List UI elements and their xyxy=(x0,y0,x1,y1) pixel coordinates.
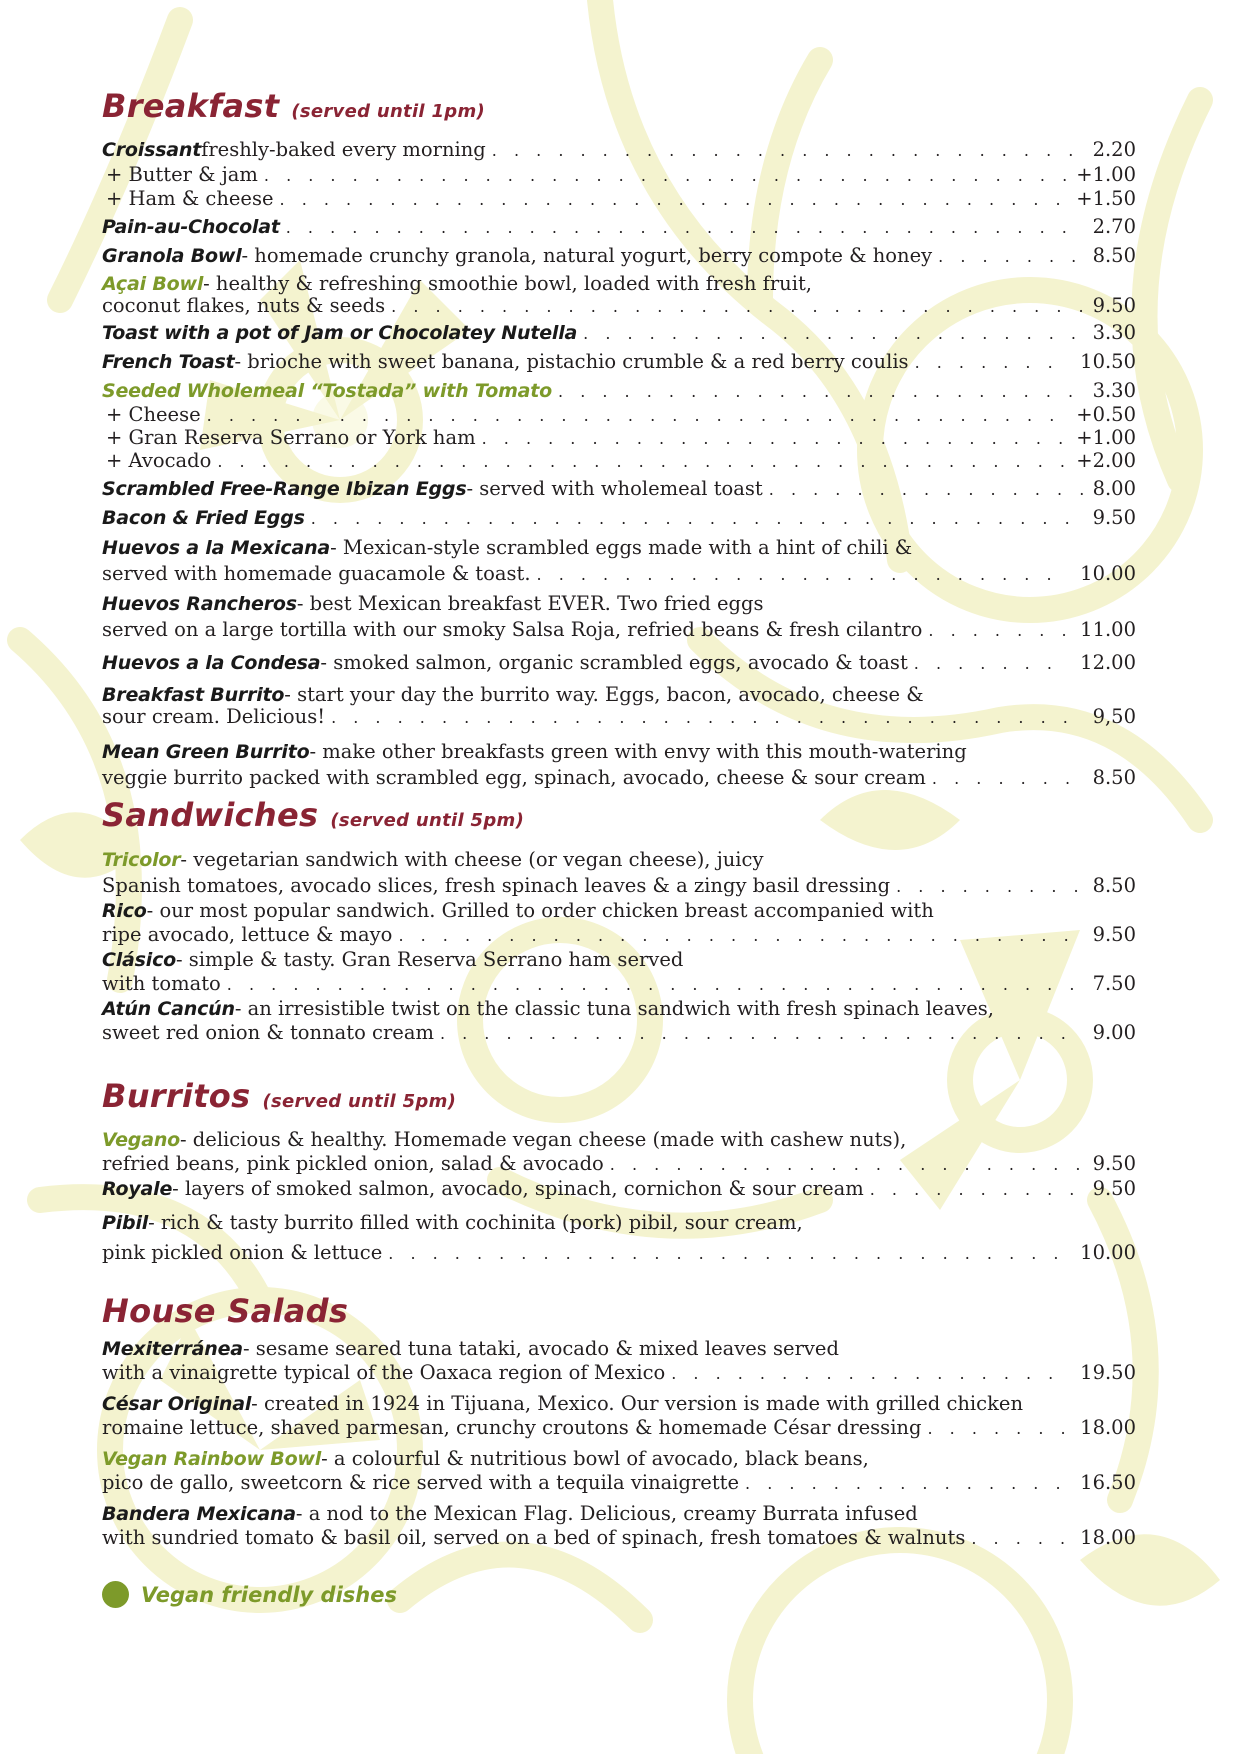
item-price: 3.30 xyxy=(1092,321,1136,344)
item-description: - Mexican-style scrambled eggs made with a hint of chili & xyxy=(330,536,913,559)
section-burritos xyxy=(102,1076,1136,1269)
section-heading xyxy=(102,795,1136,841)
dot-leader xyxy=(583,322,1082,346)
item-price: 10.00 xyxy=(1080,562,1136,585)
addon-label: + Ham & cheese xyxy=(106,187,274,210)
dot-leader xyxy=(915,351,1071,375)
item-name: Bacon & Fried Eggs xyxy=(102,507,305,529)
dot-leader xyxy=(264,164,1066,187)
item-description-cont: ripe avocado, lettuce & mayo xyxy=(102,923,393,946)
section-title: Burritos xyxy=(102,1077,251,1115)
item-name: Huevos Rancheros xyxy=(102,593,297,615)
menu-item xyxy=(102,899,1136,948)
item-description: - rich & tasty burrito filled with cochinita (pork) pibil, sour cream, xyxy=(148,1211,803,1234)
addon-label: + Gran Reserva Serrano or York ham xyxy=(106,426,476,449)
menu-item xyxy=(102,684,1136,729)
menu-item xyxy=(102,350,1136,375)
item-description-cont: coconut flakes, nuts & seeds xyxy=(102,294,386,317)
item-price: +1.00 xyxy=(1076,426,1136,449)
section-subtitle: (served until 1pm) xyxy=(291,101,486,122)
item-description-cont: Spanish tomatoes, avocado slices, fresh spinach leaves & a zingy basil dressing xyxy=(102,874,891,897)
menu-item-vegan xyxy=(102,379,1136,404)
item-price: 8.50 xyxy=(1092,874,1136,897)
menu-item xyxy=(102,535,1136,587)
menu-item xyxy=(102,1208,1136,1269)
item-price: 8.00 xyxy=(1092,477,1136,500)
item-name: Clásico xyxy=(102,949,177,971)
dot-leader xyxy=(217,451,1066,473)
item-description-cont: with tomato xyxy=(102,972,221,995)
item-price: 10.50 xyxy=(1080,350,1136,373)
item-price: 16.50 xyxy=(1080,1471,1136,1494)
menu-item xyxy=(102,215,1136,240)
menu-page xyxy=(102,86,1136,1608)
item-price: 9.50 xyxy=(1092,1177,1136,1200)
item-description: - make other breakfasts green with envy with this mouth-watering xyxy=(309,740,967,763)
item-description-cont: with a vinaigrette typical of the Oaxaca region of Mexico xyxy=(102,1361,666,1384)
menu-item xyxy=(102,1392,1136,1441)
dot-leader xyxy=(492,139,1083,163)
section-heading xyxy=(102,1291,1136,1331)
section-breakfast xyxy=(102,86,1136,791)
item-name: Vegan Rainbow Bowl xyxy=(102,1448,322,1470)
vegan-legend xyxy=(102,1581,1136,1608)
legend-label: Vegan friendly dishes xyxy=(141,1582,397,1607)
menu-item xyxy=(102,948,1136,997)
item-price: 9.50 xyxy=(1092,1152,1136,1175)
item-price: 18.00 xyxy=(1080,1526,1136,1549)
item-price: 9.00 xyxy=(1092,1021,1136,1044)
dot-leader xyxy=(671,1362,1070,1386)
item-price: 9.50 xyxy=(1092,923,1136,946)
menu-item xyxy=(102,997,1136,1046)
dot-leader xyxy=(610,1153,1083,1177)
dot-leader xyxy=(280,188,1067,211)
item-description-cont: with sundried tomato & basil oil, served on a bed of spinach, fresh tomatoes & walnuts xyxy=(102,1526,966,1549)
section-subtitle: (served until 5pm) xyxy=(330,810,525,831)
menu-item xyxy=(102,506,1136,531)
item-description: - start your day the burrito way. Eggs, bacon, avocado, cheese & xyxy=(284,683,924,706)
item-price: 11.00 xyxy=(1080,618,1136,641)
dot-leader xyxy=(769,478,1083,502)
item-description: freshly-baked every morning xyxy=(201,138,486,161)
item-price: 9.50 xyxy=(1092,294,1136,317)
item-description: - a colourful & nutritious bowl of avocado, black beans, xyxy=(321,1447,869,1470)
menu-item-vegan xyxy=(102,1447,1136,1496)
item-price: 8.50 xyxy=(1092,244,1136,267)
item-name: Atún Cancún xyxy=(102,998,235,1020)
item-description: - vegetarian sandwich with cheese (or vegan cheese), juicy xyxy=(180,848,764,871)
item-description: - layers of smoked salmon, avocado, spinach, cornichon & sour cream xyxy=(172,1177,864,1200)
item-description-cont: pink pickled onion & lettuce xyxy=(102,1241,383,1264)
item-name: Vegano xyxy=(102,1129,181,1151)
item-name: Açai Bowl xyxy=(102,273,204,295)
addon-label: + Avocado xyxy=(106,449,212,472)
item-price: 2.70 xyxy=(1092,215,1136,238)
item-price: +1.00 xyxy=(1076,163,1136,186)
addon-label: + Cheese xyxy=(106,403,201,426)
item-price: 18.00 xyxy=(1080,1416,1136,1439)
item-description: - our most popular sandwich. Grilled to order chicken breast accompanied with xyxy=(146,899,934,922)
addon-item xyxy=(102,450,1136,473)
dot-leader xyxy=(398,924,1082,948)
menu-item xyxy=(102,739,1136,791)
item-price: +0.50 xyxy=(1076,403,1136,426)
dot-leader xyxy=(928,618,1070,643)
item-price: 2.20 xyxy=(1092,138,1136,161)
menu-item xyxy=(102,138,1136,163)
item-name: Rico xyxy=(102,900,147,922)
item-description: - smoked salmon, organic scrambled eggs, avocado & toast xyxy=(320,651,908,674)
item-price: 3.30 xyxy=(1092,379,1136,402)
item-name: French Toast xyxy=(102,351,235,373)
addon-item xyxy=(102,187,1136,211)
menu-item xyxy=(102,1337,1136,1386)
item-name: Seeded Wholemeal “Tostada” with Tomato xyxy=(102,380,553,402)
dot-leader xyxy=(331,707,1083,729)
item-description: - served with wholemeal toast xyxy=(466,477,763,500)
item-description-cont: served with homemade guacamole & toast. xyxy=(102,562,531,585)
item-name: Scrambled Free-Range Ibizan Eggs xyxy=(102,478,467,500)
menu-item-vegan xyxy=(102,847,1136,899)
item-description-cont: refried beans, pink pickled onion, salad & avocado xyxy=(102,1152,604,1175)
item-description: - best Mexican breakfast EVER. Two fried eggs xyxy=(296,592,764,615)
dot-leader xyxy=(311,507,1083,531)
addon-item xyxy=(102,427,1136,450)
section-title: Sandwiches xyxy=(102,796,319,834)
dot-leader xyxy=(745,1472,1070,1496)
menu-item xyxy=(102,591,1136,643)
addon-item xyxy=(102,404,1136,427)
dot-leader xyxy=(391,296,1082,317)
item-name: Granola Bowl xyxy=(102,245,242,267)
item-description: - delicious & healthy. Homemade vegan cheese (made with cashew nuts), xyxy=(180,1128,907,1151)
green-dot-icon xyxy=(102,1581,129,1608)
item-price: 9,50 xyxy=(1092,705,1136,728)
dot-leader xyxy=(896,874,1082,899)
item-price: 10.00 xyxy=(1080,1241,1136,1264)
section-house-salads xyxy=(102,1291,1136,1551)
dot-leader xyxy=(971,1527,1070,1551)
item-description: - an irresistible twist on the classic tuna sandwich with fresh spinach leaves, xyxy=(234,997,994,1020)
menu-item xyxy=(102,244,1136,269)
item-price: 8.50 xyxy=(1092,766,1136,789)
item-name: Bandera Mexicana xyxy=(102,1503,296,1525)
item-name: Toast with a pot of Jam or Chocolatey Nutella xyxy=(102,322,578,344)
item-name: Royale xyxy=(102,1178,173,1200)
dot-leader xyxy=(558,380,1083,404)
dot-leader xyxy=(938,245,1082,269)
item-name: Mexiterránea xyxy=(102,1338,243,1360)
item-price: 9.50 xyxy=(1092,506,1136,529)
item-price: 19.50 xyxy=(1080,1361,1136,1384)
item-price: 12.00 xyxy=(1080,651,1136,674)
dot-leader xyxy=(286,216,1083,240)
dot-leader xyxy=(870,1178,1083,1202)
addon-label: + Butter & jam xyxy=(106,163,258,186)
item-description-cont: sweet red onion & tonnato cream xyxy=(102,1021,434,1044)
item-description: - homemade crunchy granola, natural yogurt, berry compote & honey xyxy=(241,244,933,267)
menu-item xyxy=(102,651,1136,676)
section-title: Breakfast xyxy=(102,87,280,125)
dot-leader xyxy=(227,973,1083,997)
section-sandwiches xyxy=(102,795,1136,1046)
section-heading xyxy=(102,1076,1136,1122)
item-price: +2.00 xyxy=(1076,449,1136,472)
item-name: Tricolor xyxy=(102,849,181,871)
dot-leader xyxy=(207,405,1067,427)
section-heading xyxy=(102,86,1136,132)
item-description-cont: romaine lettuce, shaved parmesan, crunchy croutons & homemade César dressing xyxy=(102,1416,922,1439)
menu-item xyxy=(102,477,1136,502)
item-name: Pibil xyxy=(102,1212,149,1234)
item-price: 7.50 xyxy=(1092,972,1136,995)
item-description: - sesame seared tuna tataki, avocado & mixed leaves served xyxy=(242,1337,839,1360)
item-name: César Original xyxy=(102,1393,252,1415)
dot-leader xyxy=(932,766,1083,791)
dot-leader xyxy=(537,562,1071,587)
section-title: House Salads xyxy=(102,1292,349,1330)
item-description-cont: served on a large tortilla with our smoky Salsa Roja, refried beans & fresh cilantro xyxy=(102,618,923,641)
menu-item-vegan xyxy=(102,273,1136,317)
item-description: - healthy & refreshing smoothie bowl, loaded with fresh fruit, xyxy=(203,272,812,295)
addon-item xyxy=(102,163,1136,187)
dot-leader xyxy=(440,1022,1083,1046)
dot-leader xyxy=(482,428,1067,450)
dot-leader xyxy=(914,652,1070,676)
item-price: +1.50 xyxy=(1076,187,1136,210)
item-name: Croissant xyxy=(102,139,202,161)
item-description: - simple & tasty. Gran Reserva Serrano ham served xyxy=(176,948,684,971)
item-description: - a nod to the Mexican Flag. Delicious, creamy Burrata infused xyxy=(295,1502,918,1525)
item-name: Pain-au-Chocolat xyxy=(102,216,280,238)
item-description: - brioche with sweet banana, pistachio crumble & a red berry coulis xyxy=(234,350,909,373)
item-description-cont: pico de gallo, sweetcorn & rice served with a tequila vinaigrette xyxy=(102,1471,740,1494)
menu-item xyxy=(102,1177,1136,1202)
menu-item xyxy=(102,321,1136,346)
dot-leader xyxy=(388,1239,1070,1269)
dot-leader xyxy=(927,1417,1070,1441)
item-description: - created in 1924 in Tijuana, Mexico. Our version is made with grilled chicken xyxy=(251,1392,1024,1415)
item-name: Breakfast Burrito xyxy=(102,684,285,706)
menu-item-vegan xyxy=(102,1128,1136,1177)
item-name: Huevos a la Condesa xyxy=(102,652,321,674)
menu-item xyxy=(102,1502,1136,1551)
item-description-cont: sour cream. Delicious! xyxy=(102,705,326,728)
item-description-cont: veggie burrito packed with scrambled egg, spinach, avocado, cheese & sour cream xyxy=(102,766,926,789)
section-subtitle: (served until 5pm) xyxy=(262,1091,457,1112)
item-name: Mean Green Burrito xyxy=(102,741,310,763)
item-name: Huevos a la Mexicana xyxy=(102,537,331,559)
